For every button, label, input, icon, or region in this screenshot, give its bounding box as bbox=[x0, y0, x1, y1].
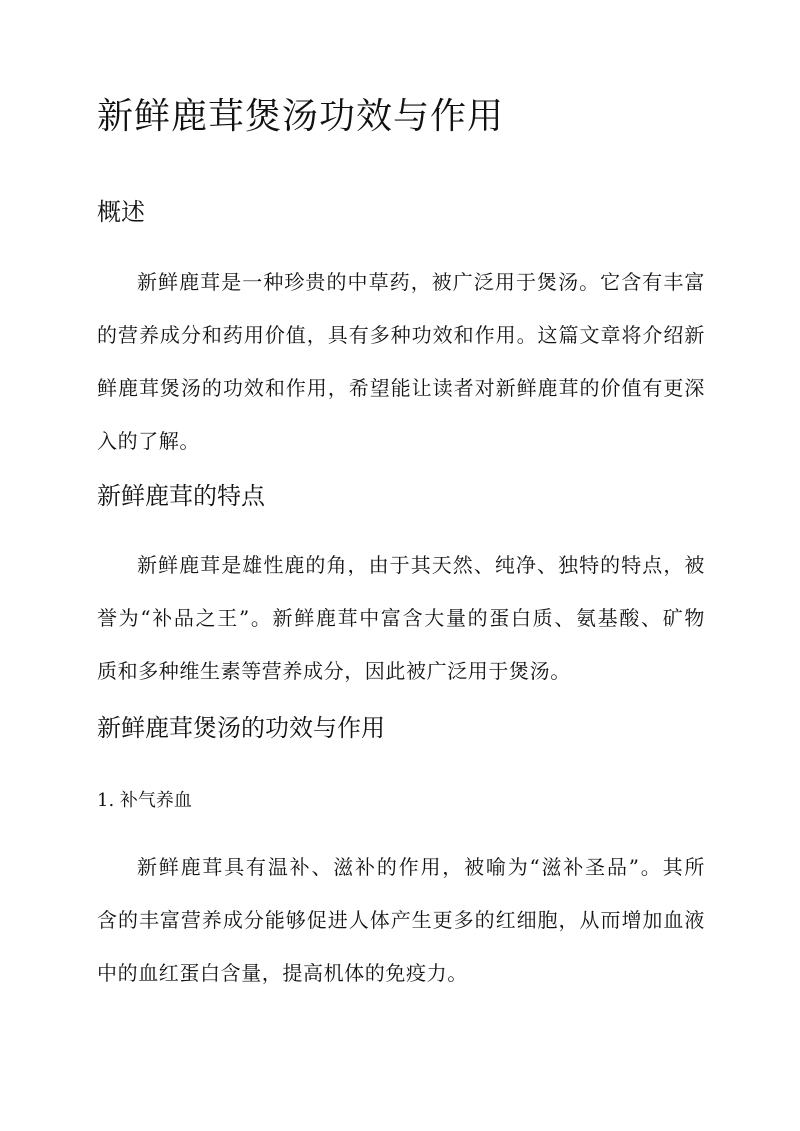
section-heading-characteristics: 新鲜鹿茸的特点 bbox=[97, 482, 265, 510]
paragraph-line: 新鲜鹿茸具有温补、滋补的作用，被喻为“滋补圣品”。其所 bbox=[137, 855, 705, 879]
document-title: 新鲜鹿茸煲汤功效与作用 bbox=[97, 96, 505, 137]
paragraph-overview bbox=[97, 256, 705, 468]
paragraph-line: 的营养成分和药用价值，具有多种功效和作用。这篇文章将介绍新 bbox=[97, 323, 705, 347]
section-heading-effects: 新鲜鹿茸煲汤的功效与作用 bbox=[97, 714, 385, 742]
section-heading-overview: 概述 bbox=[97, 198, 145, 226]
paragraph-line: 新鲜鹿茸是雄性鹿的角，由于其天然、纯净、独特的特点，被 bbox=[137, 553, 705, 577]
paragraph-line: 中的血红蛋白含量，提高机体的免疫力。 bbox=[97, 961, 468, 985]
subheading-qi-blood: 1. 补气养血 bbox=[97, 790, 192, 811]
paragraph-effects bbox=[97, 841, 705, 1000]
paragraph-line: 鲜鹿茸煲汤的功效和作用，希望能让读者对新鲜鹿茸的价值有更深 bbox=[97, 376, 705, 400]
paragraph-line: 含的丰富营养成分能够促进人体产生更多的红细胞，从而增加血液 bbox=[97, 908, 705, 932]
paragraph-line: 入的了解。 bbox=[97, 429, 200, 453]
paragraph-characteristics bbox=[97, 539, 705, 698]
paragraph-line: 质和多种维生素等营养成分，因此被广泛用于煲汤。 bbox=[97, 659, 571, 683]
paragraph-line: 新鲜鹿茸是一种珍贵的中草药，被广泛用于煲汤。它含有丰富 bbox=[137, 270, 705, 294]
paragraph-line: 誉为“补品之王”。新鲜鹿茸中富含大量的蛋白质、氨基酸、矿物 bbox=[97, 606, 705, 630]
